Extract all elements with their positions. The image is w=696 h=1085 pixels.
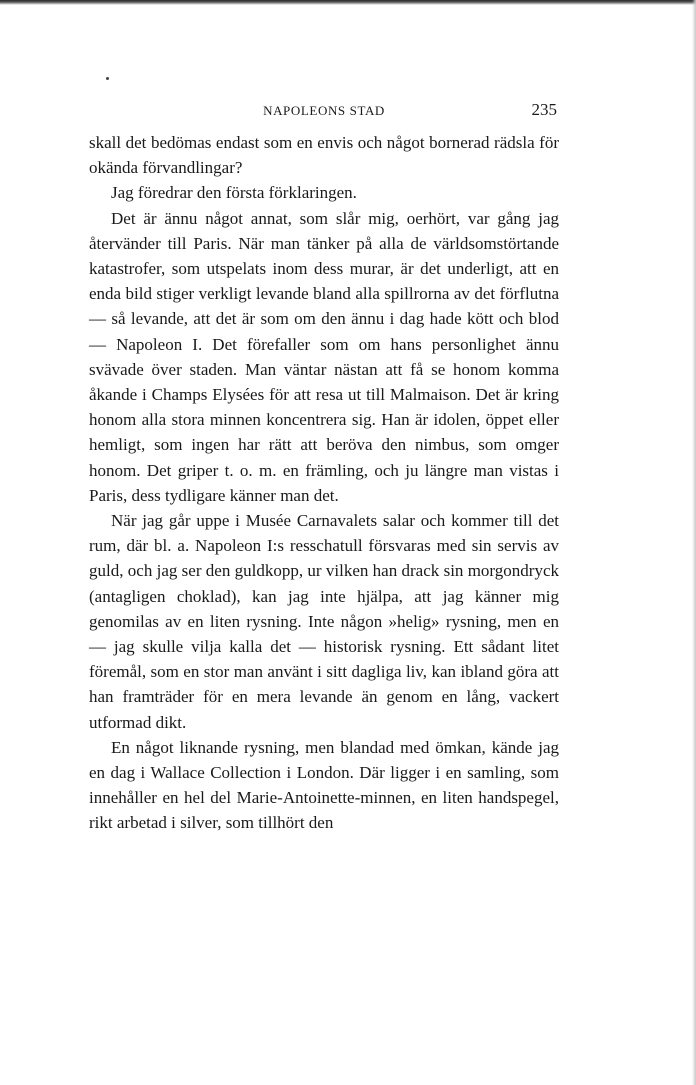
paragraph-5: En något liknande rysning, men blandad med ömkan, kände jag en dag i Wallace Collection i London. Där ligger i en samling, som innehåller en hel del Marie-Antoinette-minnen, en liten handspegel, rikt arbetad i silver, som tillhört den xyxy=(89,737,559,833)
running-head xyxy=(89,100,559,124)
running-title: NAPOLEONS STAD xyxy=(263,103,385,118)
page-number: 235 xyxy=(531,100,557,119)
paragraph-2: Jag föredrar den första förklaringen. xyxy=(111,183,357,203)
paragraph-1: skall det bedömas endast som en envis och något bornerad rädsla för okända förvandlingar? xyxy=(89,133,559,178)
paragraph-3: Det är ännu något annat, som slår mig, oerhört, var gång jag återvänder till Paris. När man tänker på alla de världsomstörtande katastrofer, som utspelats inom dess murar, är det underligt, att en enda bild stiger verkligt levande bland alla spillrorna av det förflutna — så levande, att det är som om den ännu i dag hade kött och blod — Napoleon I. Det förefaller som om hans personlighet ännu svävade över staden. Man väntar nästan att få se honom komma åkande i Champs Elysées för att resa ut till Malmaison. Det är kring honom alla stora minnen koncentrera sig. Han är idolen, öppet eller hemligt, som ingen har rätt att beröva den nimbus, som omger honom. Det griper t. o. m. en främling, och ju längre man vistas i Paris, dess tydligare känner man det. xyxy=(89,208,559,505)
body-text xyxy=(89,130,559,836)
paragraph-4: När jag går uppe i Musée Carnavalets salar och kommer till det rum, där bl. a. Napoleon I:s resschatull försvaras med sin servis av guld, och jag ser den guldkopp, ur vilken han drack sin morgondryck (antagligen choklad), kan jag inte hjälpa, att jag känner mig genomilas av en liten rysning. Inte någon »helig» rysning, men en — jag skulle vilja kalla det — historisk rysning. Ett sådant litet föremål, som en stor man använt i sitt dagliga liv, kan ibland göra att han framträder för en mera levande än genom en lång, vackert utformad dikt. xyxy=(89,511,559,732)
print-speck xyxy=(106,77,109,80)
scan-right-edge xyxy=(692,0,696,1085)
scan-top-edge xyxy=(0,0,696,5)
